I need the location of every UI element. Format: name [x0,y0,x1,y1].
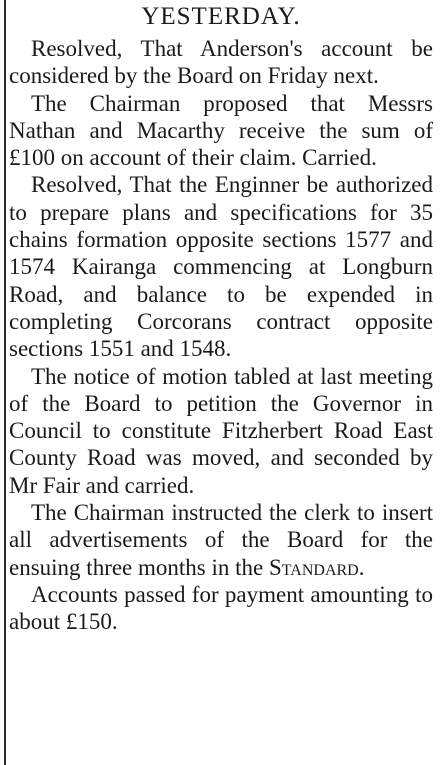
paragraph-engineer-plans: Resolved, That the Enginner be authorized to prepare plans and specifications for 35 chains formation opposite sections 1577 and 1574 Kairanga commencing at Longburn Road, and balance to be expended in completing Corcorans contract opposite sections 1551 and 1548. [9,172,433,362]
newspaper-column [9,0,433,636]
paragraph-anderson-account: Resolved, That Anderson's account be considered by the Board on Friday next. [9,36,433,89]
newspaper-name: Standard [269,554,359,580]
advertisements-period: . [358,554,365,580]
paragraph-county-road-motion: The notice of motion tabled at last meeting of the Board to petition the Governor in Council to constitute Fitzherbert Road East County Road was moved, and seconded by Mr Fair and carried. [9,363,433,498]
paragraph-advertisements [9,499,433,581]
paragraph-accounts-passed: Accounts passed for payment amounting to about £150. [9,581,433,635]
paragraph-nathan-macarthy: The Chairman proposed that Messrs Nathan and Macarthy receive the sum of £100 on account of their claim. Carried. [9,90,433,171]
column-rule [4,0,6,765]
article-heading: YESTERDAY. [141,3,301,30]
advertisements-text: The Chairman instructed the clerk to insert all advertisements of the Board for the ensuing three months in the [9,500,433,580]
